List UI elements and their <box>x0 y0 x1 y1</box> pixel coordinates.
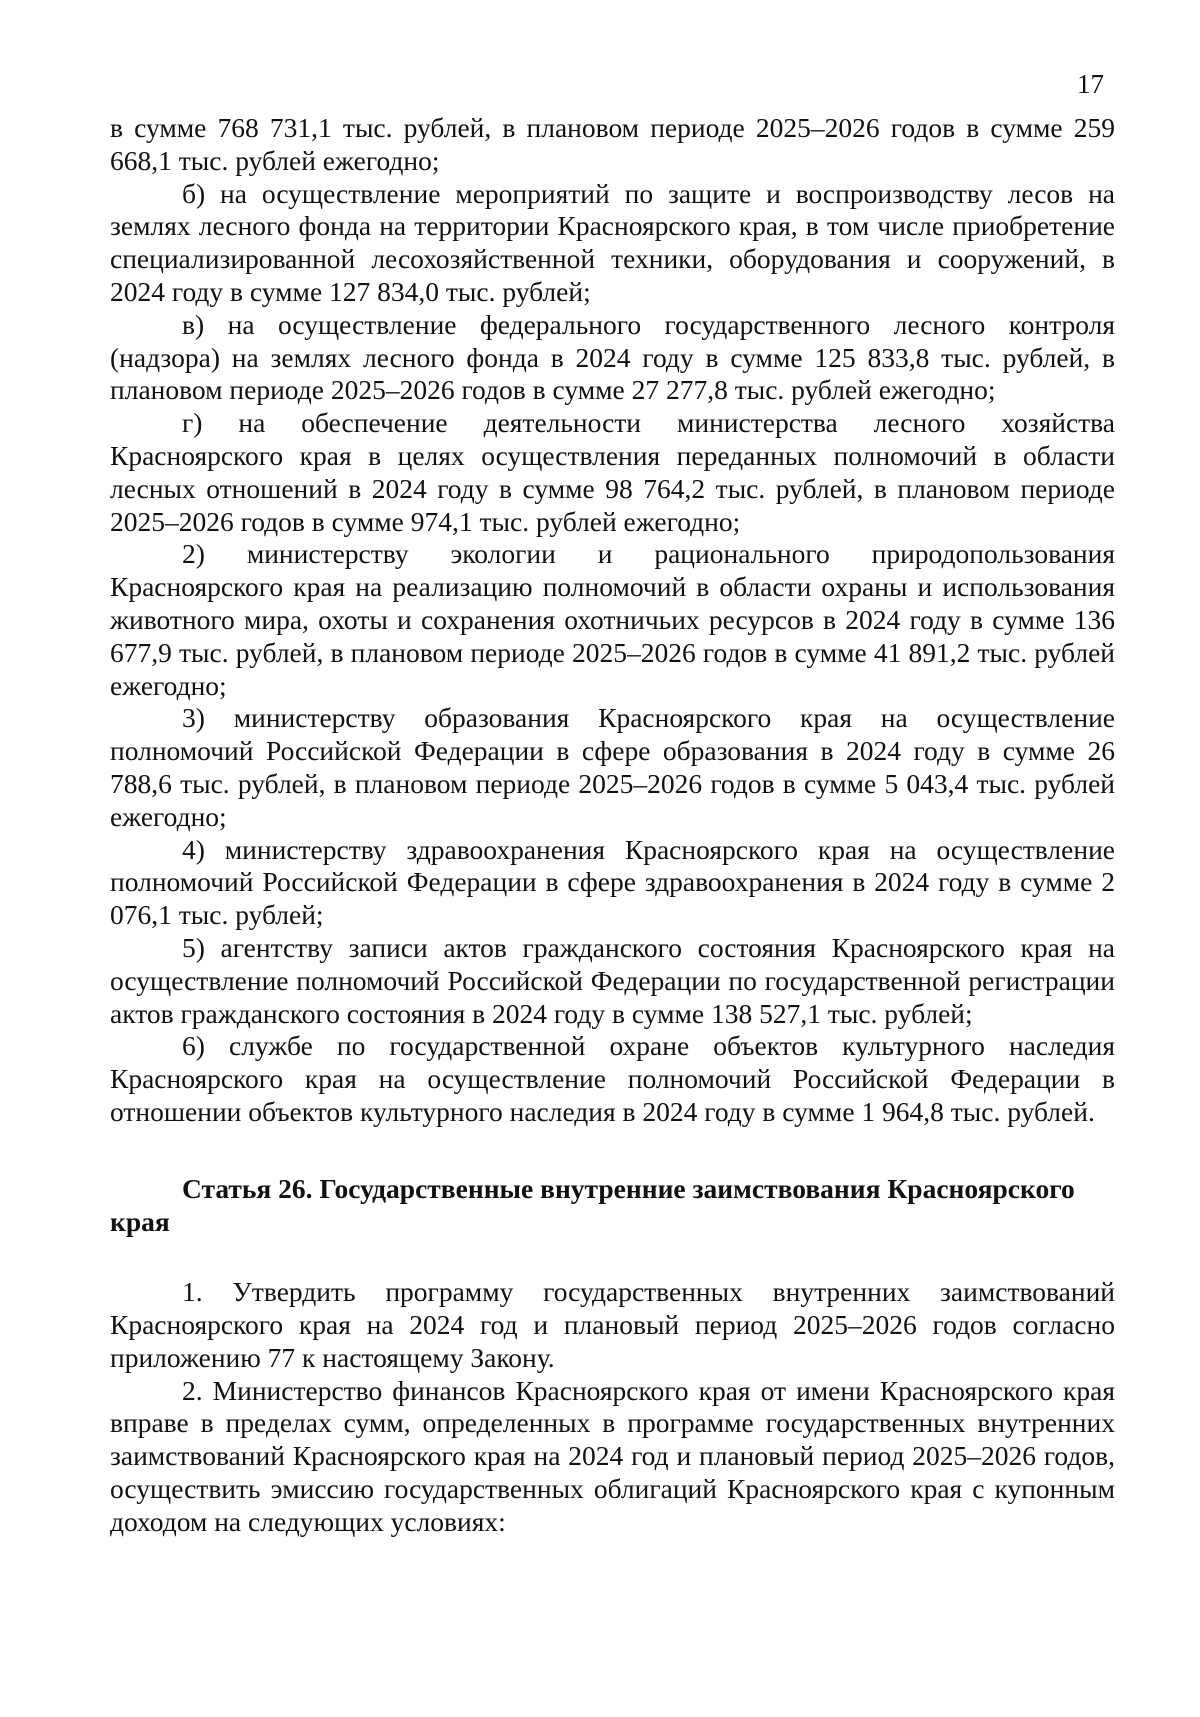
paragraph-item-3: 3) министерству образования Красноярского края на осуществление полномочий Российской Федерации в сфере образования в 2024 году в сумме 26 788,6 тыс. рублей, в плановом периоде 2025–2026 годов в сумме 5 043,4 тыс. рублей ежегодно; <box>110 702 1115 832</box>
paragraph-point-1: 1. Утвердить программу государственных внутренних заимствований Красноярского края на 2024 год и плановый период 2025–2026 годов согласно приложению 77 к настоящему Закону. <box>110 1276 1115 1373</box>
paragraph-point-2: 2. Министерство финансов Красноярского края от имени Красноярского края вправе в пределах сумм, определенных в программе государственных внутренних заимствований Красноярского края на 2024 год и плановый период 2025–2026 годов, осуществить эмиссию государственных облигаций Красноярского края с купонным доходом на следующих условиях: <box>110 1374 1115 1537</box>
paragraph-continuation: в сумме 768 731,1 тыс. рублей, в плановом периоде 2025–2026 годов в сумме 259 668,1 тыс. рублей ежегодно; <box>110 112 1115 176</box>
document-body <box>110 112 1115 1539</box>
page-number: 17 <box>1077 69 1104 99</box>
paragraph-item-v: в) на осуществление федерального государственного лесного контроля (надзора) на землях лесного фонда в 2024 году в сумме 125 833,8 тыс. рублей, в плановом периоде 2025–2026 годов в сумме 27 277,8 тыс. рублей ежегодно; <box>110 308 1115 406</box>
article-title: Статья 26. Государственные внутренние заимствования Красноярского края <box>110 1172 1075 1237</box>
paragraph-item-b: б) на осуществление мероприятий по защите и воспроизводству лесов на землях лесного фонда на территории Красноярского края, в том числе приобретение специализированной лесохозяйственной техники, оборудования и сооружений, в 2024 году в сумме 127 834,0 тыс. рублей; <box>110 177 1115 307</box>
paragraph-item-5: 5) агентству записи актов гражданского состояния Красноярского края на осуществление полномочий Российской Федерации по государственной регистрации актов гражданского состояния в 2024 году в сумме 138 527,1 тыс. рублей; <box>110 931 1115 1029</box>
paragraph-item-g: г) на обеспечение деятельности министерства лесного хозяйства Красноярского края в целях осуществления переданных полномочий в области лесных отношений в 2024 году в сумме 98 764,2 тыс. рублей, в плановом периоде 2025–2026 годов в сумме 974,1 тыс. рублей ежегодно; <box>110 407 1115 537</box>
paragraph-item-4: 4) министерству здравоохранения Красноярского края на осуществление полномочий Российской Федерации в сфере здравоохранения в 2024 году в сумме 2 076,1 тыс. рублей; <box>110 833 1115 931</box>
paragraph-item-6: 6) службе по государственной охране объектов культурного наследия Красноярского края на осуществление полномочий Российской Федерации в отношении объектов культурного наследия в 2024 году в сумме 1 964,8 тыс. рублей. <box>110 1030 1115 1127</box>
paragraph-item-2: 2) министерству экологии и рационального природопользования Красноярского края на реализацию полномочий в области охраны и использования животного мира, охоты и сохранения охотничьих ресурсов в 2024 году в сумме 136 677,9 тыс. рублей, в плановом периоде 2025–2026 годов в сумме 41 891,2 тыс. рублей ежегодно; <box>110 538 1115 701</box>
